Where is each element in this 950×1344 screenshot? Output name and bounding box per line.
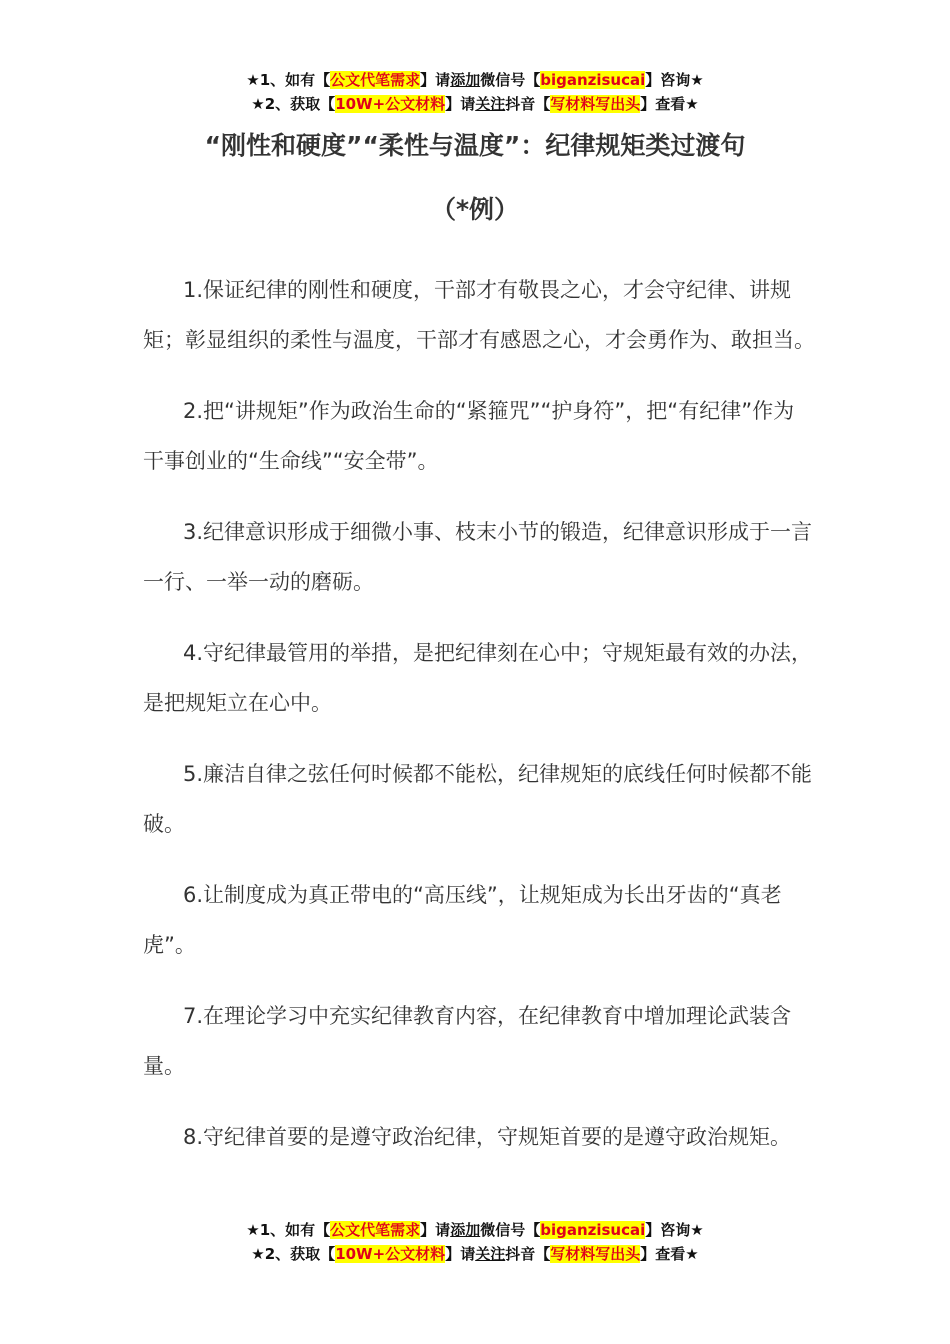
banner-text: 抖音【 [505, 1245, 551, 1263]
banner-highlight: biganzisucai [540, 71, 646, 89]
banner-highlight: biganzisucai [540, 1221, 646, 1239]
banner-text: ★1、如有【 [246, 71, 331, 89]
banner-text: 微信号【 [480, 71, 541, 89]
list-item: 1.保证纪律的刚性和硬度，干部才有敬畏之心，才会守纪律、讲规矩；彰显组织的柔性与温度，干部才有感恩之心，才会勇作为、敢担当。 [143, 278, 815, 352]
banner-underline: 添加 [450, 71, 481, 89]
banner-highlight: 公文代笔需求 [330, 71, 421, 89]
list-item: 8.守纪律首要的是遵守政治纪律，守规矩首要的是遵守政治规矩。 [183, 1125, 792, 1149]
banner-text: 】请 [445, 95, 476, 113]
list-item: 2.把“讲规矩”作为政治生命的“紧箍咒”“护身符”，把“有纪律”作为干事创业的“生命线”“安全带”。 [143, 399, 795, 473]
banner-text: ★2、获取【 [251, 1245, 336, 1263]
banner-line-1 [0, 68, 950, 92]
banner-text: 微信号【 [480, 1221, 541, 1239]
banner-underline: 关注 [475, 95, 506, 113]
banner-text: 】查看★ [640, 1245, 699, 1263]
banner-text: ★2、获取【 [251, 95, 336, 113]
banner-text: 】请 [420, 1221, 451, 1239]
list-item: 4.守纪律最管用的举措，是把纪律刻在心中；守规矩最有效的办法，是把规矩立在心中。 [143, 641, 813, 715]
banner-highlight: 公文代笔需求 [330, 1221, 421, 1239]
document-title: “刚性和硬度”“柔性与温度”：纪律规矩类过渡句 [204, 131, 746, 160]
banner-highlight: 写材料写出头 [550, 1245, 641, 1263]
list-item: 3.纪律意识形成于细微小事、枝末小节的锻造，纪律意识形成于一言一行、一举一动的磨砺。 [143, 520, 813, 594]
list-item: 7.在理论学习中充实纪律教育内容，在纪律教育中增加理论武装含量。 [143, 1004, 792, 1078]
banner-underline: 关注 [475, 1245, 506, 1263]
banner-highlight: 10W+公文材料 [335, 95, 446, 113]
document-subtitle: （*例） [430, 195, 520, 224]
banner-highlight: 写材料写出头 [550, 95, 641, 113]
banner-text: 】咨询★ [645, 71, 704, 89]
list-item: 6.让制度成为真正带电的“高压线”，让规矩成为长出牙齿的“真老虎”。 [143, 883, 782, 957]
header-banner [0, 68, 950, 116]
banner-underline: 添加 [450, 1221, 481, 1239]
banner-text: 】查看★ [640, 95, 699, 113]
banner-line-2 [0, 1242, 950, 1266]
banner-text: 】咨询★ [645, 1221, 704, 1239]
banner-text: 】请 [420, 71, 451, 89]
banner-line-1 [0, 1218, 950, 1242]
footer-banner [0, 1218, 950, 1266]
banner-text: 】请 [445, 1245, 476, 1263]
banner-text: ★1、如有【 [246, 1221, 331, 1239]
list-item: 5.廉洁自律之弦任何时候都不能松，纪律规矩的底线任何时候都不能破。 [143, 762, 813, 836]
item-list [143, 244, 815, 1174]
banner-line-2 [0, 92, 950, 116]
banner-highlight: 10W+公文材料 [335, 1245, 446, 1263]
banner-text: 抖音【 [505, 95, 551, 113]
